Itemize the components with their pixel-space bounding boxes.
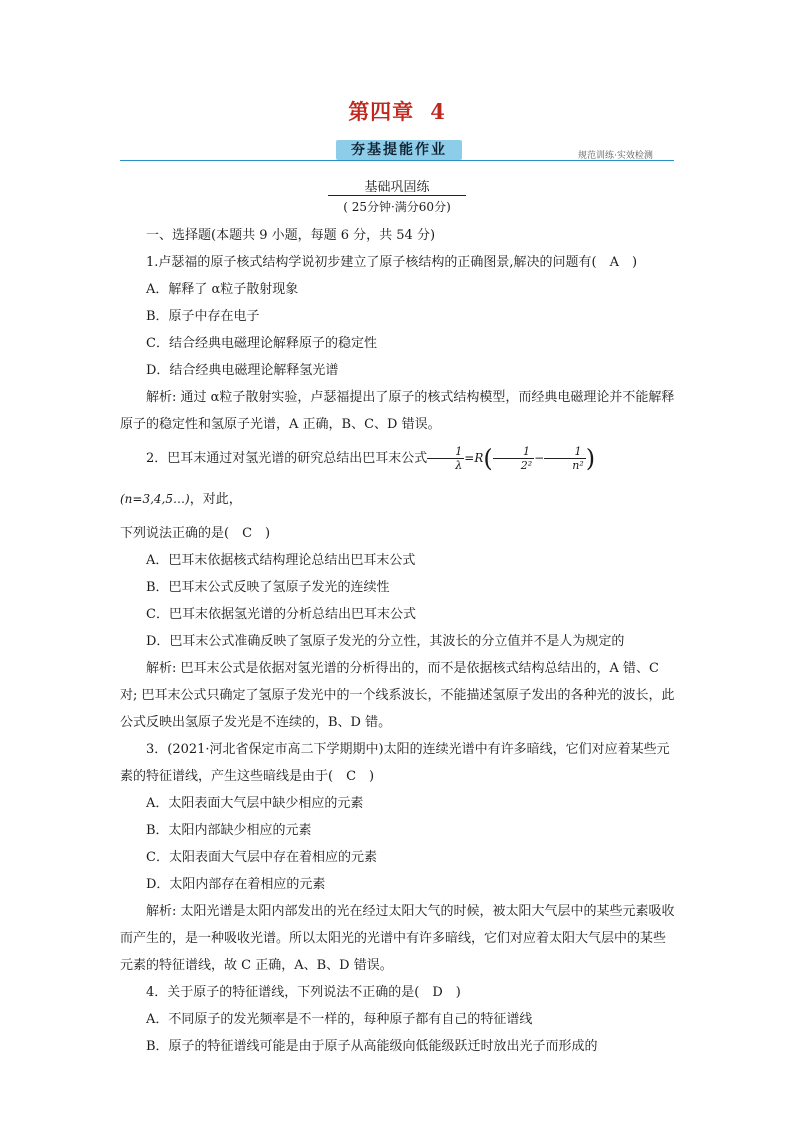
question-1-option-b: B．原子中存在电子 (146, 309, 260, 324)
question-2-analysis: 解析: 巴耳末公式是依据对氢光谱的分析得出的，而不是依据核式结构总结出的，A 错、C 对; 巴耳末公式只确定了氢原子发光中的一个线系波长，不能描述氢原子发出的各种光的波长，此公式反映出氢原子发光是不连续的，B、D 错。 (120, 661, 675, 730)
section-heading: 一、选择题(本题共 9 小题，每题 6 分，共 54 分) (146, 228, 436, 243)
question-3-stem: 3．(2021·河北省保定市高二下学期期中)太阳的连续光谱中有许多暗线，它们对应着某些元素的特征谱线，产生这些暗线是由于( C ) (120, 742, 670, 784)
question-2-option-a: A．巴耳末依据核式结构理论总结出巴耳末公式 (146, 553, 416, 568)
question-3-option-d: D．太阳内部存在着相应的元素 (146, 877, 326, 892)
question-4-option-a: A．不同原子的发光频率是不一样的，每种原子都有自己的特征谱线 (146, 1012, 533, 1027)
question-2-stem-line2: 下列说法正确的是( C ) (120, 526, 271, 541)
banner-label: 夯基提能作业 (336, 140, 462, 160)
chapter-title (0, 96, 794, 126)
question-1-option-d: D．结合经典电磁理论解释氢光谱 (146, 363, 339, 378)
formula-lhs-numerator: 1 (427, 445, 464, 459)
formula-f1-denominator: 2² (520, 459, 533, 472)
question-3-option-b: B．太阳内部缺少相应的元素 (146, 823, 312, 838)
question-2-option-b: B．巴耳末公式反映了氢原子发光的连续性 (146, 580, 390, 595)
formula-fraction-2 (544, 445, 586, 472)
question-3-option-c: C．太阳表面大气层中存在着相应的元素 (146, 850, 377, 865)
question-2-stem-after: ，对此， (189, 492, 242, 507)
question-2-option-c: C．巴耳末依据氢光谱的分析总结出巴耳末公式 (146, 607, 416, 622)
banner-slogan: 规范训练·实效检测 (578, 151, 653, 161)
formula-equals: =R (464, 451, 484, 465)
question-3-analysis: 解析: 太阳光谱是太阳内部发出的光在经过太阳大气的时候，被太阳大气层中的某些元素吸收而产生的，是一种吸收光谱。所以太阳光的光谱中有许多暗线，它们对应着太阳大气层中的某些元素的特征谱线，故 C 正确，A、B、D 错误。 (120, 904, 675, 973)
formula-lhs-denominator: λ (455, 459, 463, 472)
question-2-option-d: D．巴耳末公式准确反映了氢原子发光的分立性，其波长的分立值并不是人为规定的 (146, 634, 625, 649)
formula-condition: (n=3,4,5…) (120, 492, 190, 506)
formula-minus: − (534, 451, 545, 465)
formula-right-paren: ) (585, 444, 596, 473)
subtitle-rule (328, 195, 466, 196)
formula-left-paren: ( (483, 444, 493, 473)
chapter-label: 第四章 (348, 99, 415, 124)
question-4-stem: 4．关于原子的特征谱线，下列说法不正确的是( D ) (146, 985, 461, 1000)
question-3-option-a: A．太阳表面大气层中缺少相应的元素 (146, 796, 364, 811)
formula-f2-denominator: n² (572, 459, 584, 472)
section-number: 4 (430, 99, 446, 124)
question-1-analysis: 解析: 通过 α粒子散射实验，卢瑟福提出了原子的核式结构模型，而经典电磁理论并不能解释原子的稳定性和氢原子光谱，A 正确，B、C、D 错误。 (120, 390, 675, 432)
question-1-option-a: A．解释了 α粒子散射现象 (146, 282, 299, 297)
formula-f1-numerator: 1 (493, 445, 534, 459)
question-content (120, 222, 676, 1060)
formula-f2-numerator: 1 (544, 445, 586, 459)
question-2-stem (120, 438, 676, 520)
question-1-stem: 1.卢瑟福的原子核式结构学说初步建立了原子核结构的正确图景,解决的问题有( A ) (146, 255, 638, 270)
formula-lhs-fraction (427, 445, 464, 472)
question-4-option-b: B．原子的特征谱线可能是由于原子从高能级向低能级跃迁时放出光子而形成的 (146, 1039, 598, 1054)
section-subtitle: 基础巩固练 (364, 180, 430, 195)
question-2-stem-before: 2．巴耳末通过对氢光谱的研究总结出巴耳末公式 (146, 451, 428, 466)
question-1-option-c: C．结合经典电磁理论解释原子的稳定性 (146, 336, 377, 351)
formula-fraction-1 (493, 445, 534, 472)
time-score-info: ( 25分钟·满分60分) (343, 200, 451, 214)
